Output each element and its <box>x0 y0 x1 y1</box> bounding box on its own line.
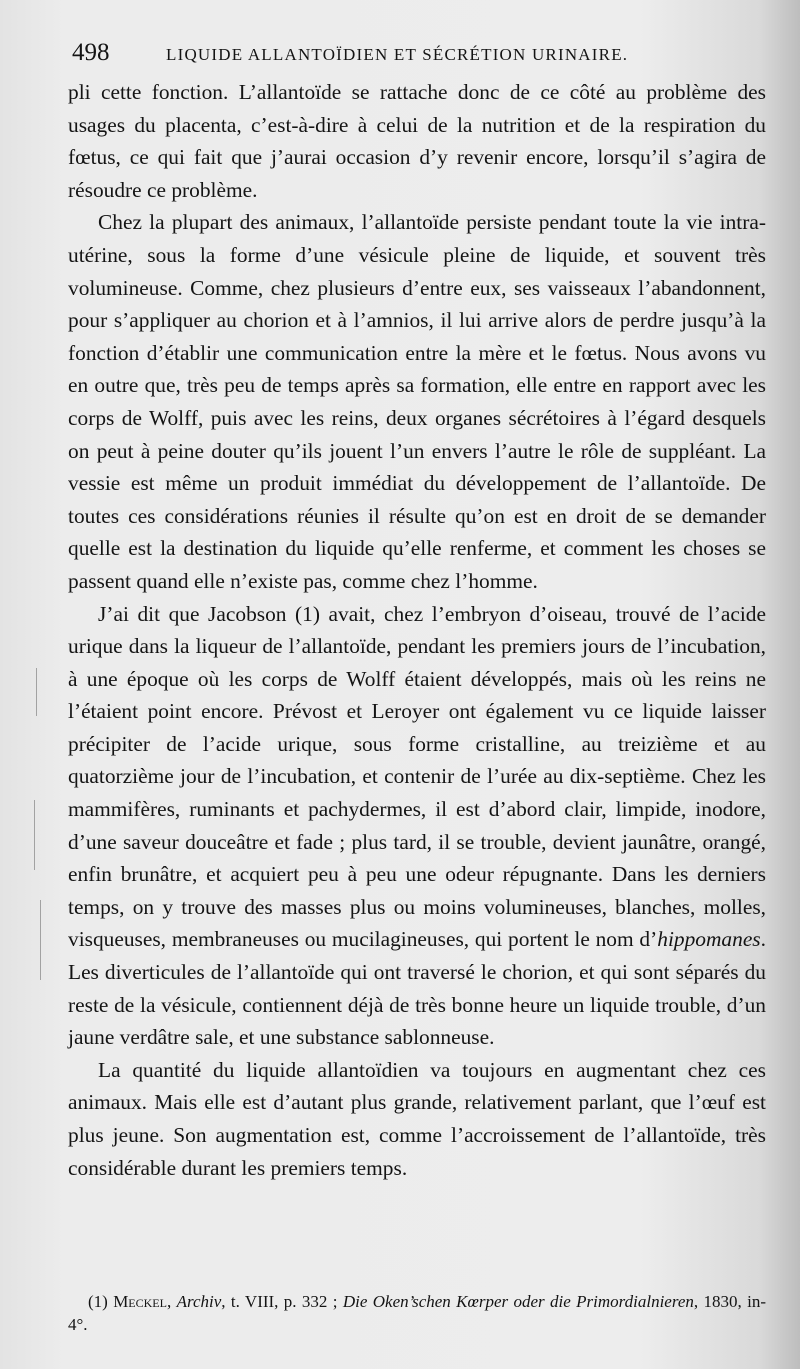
body-text <box>68 76 766 1184</box>
footnote-work: Die Oken’schen Kœrper oder die Primordialnieren <box>342 1292 694 1311</box>
hippomanes-term: hippomanes <box>657 927 761 952</box>
paragraph-quantite: La quantité du liquide allantoïdien va toujours en augmentant chez ces animaux. Mais elle est d’autant plus grande, relativement parlant, que l’œuf est plus jeune. Son augmentation est, comme l’accroissement de l’allantoïde, très considérable durant les premiers temps. <box>68 1057 766 1180</box>
running-title: LIQUIDE ALLANTOÏDIEN ET SÉCRÉTION URINAIRE. <box>166 45 629 64</box>
footnote-author: Meckel <box>113 1292 167 1311</box>
paragraph-jacobson-text: J’ai dit que Jacobson (1) avait, chez l’embryon d’oiseau, trouvé de l’acide urique dans la liqueur de l’allantoïde, pendant les premiers jours de l’incubation, à une époque où les corps de Wolff étaient développés, mais où les reins ne l’étaient point encore. Prévost et Leroyer ont également vu ce liquide laisser précipiter de l’acide urique, sous forme cristalline, au treizième et au quatorzième jour de l’incubation, et contenir de l’urée au dix-septième. Chez les mammifères, ruminants et pachydermes, il est d’abord clair, limpide, inodore, d’une saveur douceâtre et fade ; plus tard, il se trouble, devient jaunâtre, orangé, enfin brunâtre, et acquiert peu à peu une odeur répugnante. Dans les derniers temps, on y trouve des masses plus ou moins volumineuses, blanches, molles, visqueuses, membraneuses ou mucilagineuses, qui portent le nom d’ <box>68 601 766 952</box>
margin-mark <box>34 800 35 870</box>
footnote-journal: Archiv <box>176 1292 222 1311</box>
paragraph-continuation: pli cette fonction. L’allantoïde se rattache donc de ce côté au problème des usages du placenta, c’est-à-dire à celui de la nutrition et de la respiration du fœtus, ce qui fait que j’aurai occasion d’y revenir encore, lorsqu’il s’agira de résoudre ce problème. <box>68 80 766 202</box>
page-number: 498 <box>72 39 110 66</box>
paragraph-allantoide: Chez la plupart des animaux, l’allantoïde persiste pendant toute la vie intra-utérine, sous la forme d’une vésicule pleine de liquide, et souvent très volumineuse. Comme, chez plusieurs d’entre eux, ses vaisseaux l’abandonnent, pour s’appliquer au chorion et à l’amnios, il lui arrive alors de perdre jusqu’à la fonction d’établir une communication entre la mère et le fœtus. Nous avons vu en outre que, très peu de temps après sa formation, elle entre en rapport avec les corps de Wolff, puis avec les reins, deux organes sécrétoires à l’égard desquels on peut à peine douter qu’ils jouent l’un envers l’autre le rôle de suppléant. La vessie est même un produit immédiat du développement de l’allantoïde. De toutes ces considérations réunies il résulte qu’on est en droit de se demander quelle est la destination du liquide qu’elle renferme, et comment les choses se passent quand elle n’existe pas, comme chez l’homme. <box>68 210 766 593</box>
footnote-ref: , t. VIII, p. 332 ; <box>221 1292 343 1311</box>
footnote-marker: (1) <box>88 1292 114 1311</box>
footnote-1 <box>68 1290 766 1336</box>
paragraph-jacobson <box>68 598 766 1054</box>
paragraph-jacobson-tail: . Les diverticules de l’allantoïde qui ont traversé le chorion, et qui sont séparés du reste de la vésicule, contiennent déjà de très bonne heure un liquide trouble, d’un jaune verdâtre sale, et une substance sablonneuse. <box>68 927 766 1050</box>
margin-mark <box>36 668 37 716</box>
footnote-sep: , <box>166 1292 177 1311</box>
footnote <box>68 1290 766 1336</box>
footnote-tail: , 1830, in-4°. <box>68 1292 767 1334</box>
page-header <box>70 36 770 70</box>
margin-mark <box>40 900 41 980</box>
